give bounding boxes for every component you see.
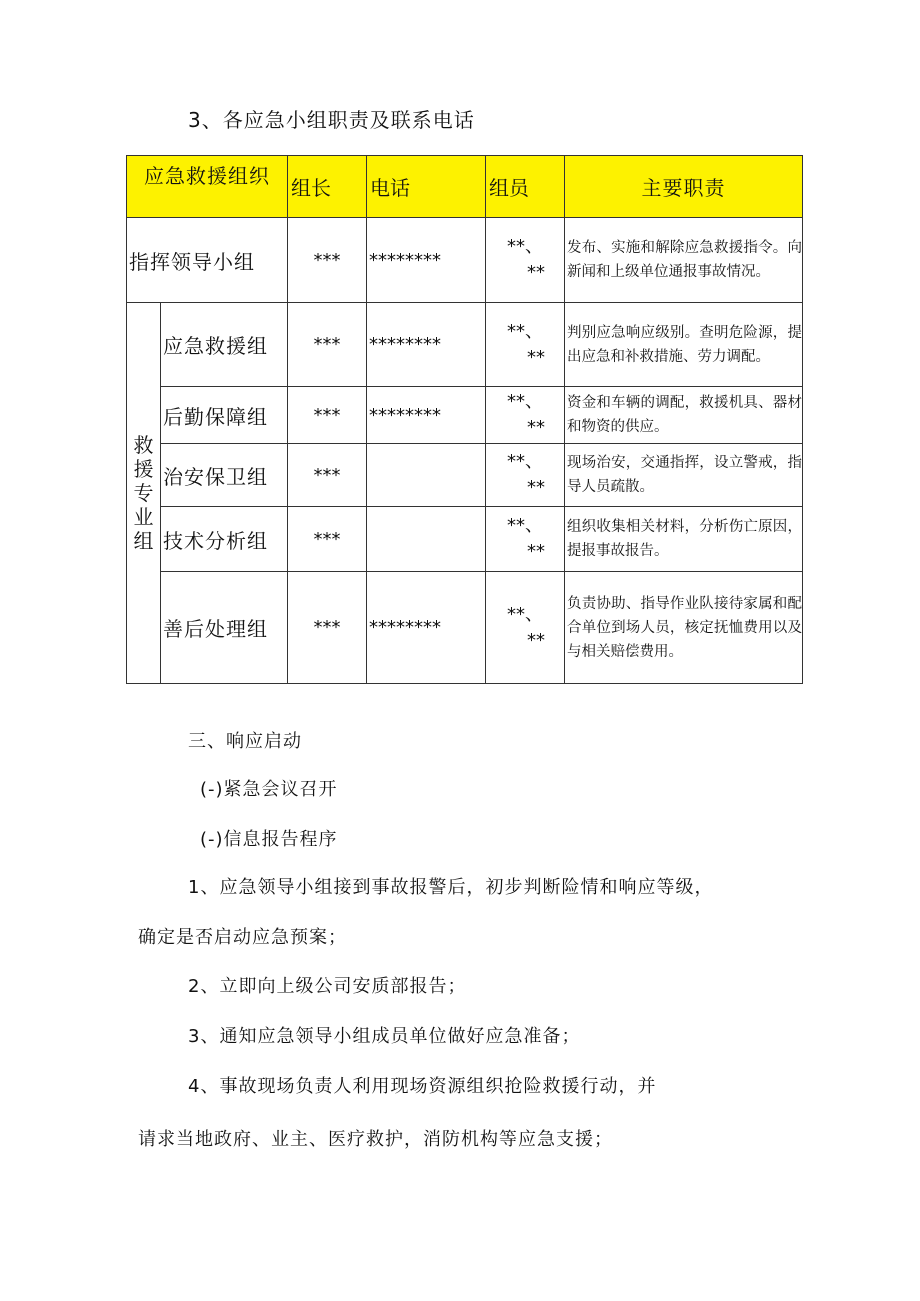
group-members — [486, 387, 565, 444]
group-name: 治安保卫组 — [161, 444, 288, 507]
side-label-char: 援 — [133, 457, 154, 481]
side-label-char: 专 — [133, 481, 154, 505]
group-members — [486, 218, 565, 303]
members-line2: ** — [527, 346, 545, 368]
table-row — [127, 303, 803, 387]
group-leader: *** — [288, 218, 367, 303]
group-members — [486, 572, 565, 684]
members-line1: **、 — [507, 451, 543, 472]
item-3: 3、通知应急领导小组成员单位做好应急准备； — [188, 1026, 581, 1047]
group-leader: *** — [288, 507, 367, 572]
table-row — [127, 218, 803, 303]
group-members — [486, 507, 565, 572]
group-phone: ******** — [367, 387, 486, 444]
group-duty: 发布、实施和解除应急救援指令。向新闻和上级单位通报事故情况。 — [565, 218, 803, 303]
members-line1: **、 — [507, 236, 543, 257]
group-phone — [367, 444, 486, 507]
header-duty: 主要职责 — [565, 156, 803, 218]
subsection-meeting: (-)紧急会议召开 — [200, 779, 338, 800]
group-duty: 组织收集相关材料，分析伤亡原因，提报事故报告。 — [565, 507, 803, 572]
group-phone: ******** — [367, 218, 486, 303]
header-leader: 组长 — [288, 156, 367, 218]
group-leader: *** — [288, 303, 367, 387]
table-row — [127, 572, 803, 684]
members-line2: ** — [527, 417, 545, 438]
header-phone: 电话 — [367, 156, 486, 218]
header-org: 应急救援组织 — [127, 156, 288, 218]
group-duty: 判别应急响应级别。查明危险源，提出应急和补救措施、劳力调配。 — [565, 303, 803, 387]
group-name: 应急救援组 — [161, 303, 288, 387]
side-label-cell — [127, 303, 161, 684]
item-2: 2、立即向上级公司安质部报告； — [188, 976, 467, 997]
subsection-reporting: (-)信息报告程序 — [200, 829, 338, 850]
group-leader: *** — [288, 572, 367, 684]
group-name: 技术分析组 — [161, 507, 288, 572]
side-label-char: 组 — [133, 529, 154, 553]
group-leader: *** — [288, 387, 367, 444]
group-members — [486, 303, 565, 387]
group-name: 善后处理组 — [161, 572, 288, 684]
table-row — [127, 444, 803, 507]
side-label-char: 救 — [133, 433, 154, 457]
item-1-line-2: 确定是否启动应急预案； — [138, 927, 347, 948]
duty-contact-table — [126, 155, 803, 684]
members-line2: ** — [527, 629, 545, 651]
group-duty: 现场治安，交通指挥，设立警戒，指导人员疏散。 — [565, 444, 803, 507]
response-title: 三、响应启动 — [188, 731, 302, 752]
header-members: 组员 — [486, 156, 565, 218]
item-1-line-1: 1、应急领导小组接到事故报警后，初步判断险情和响应等级， — [188, 877, 714, 898]
group-duty: 负责协助、指导作业队接待家属和配合单位到场人员，核定抚恤费用以及与相关赔偿费用。 — [565, 572, 803, 684]
side-label-char: 业 — [133, 505, 154, 529]
table-header-row — [127, 156, 803, 218]
members-line2: ** — [527, 262, 545, 283]
table-row — [127, 387, 803, 444]
members-line1: **、 — [507, 391, 543, 412]
group-duty: 资金和车辆的调配，救援机具、器材和物资的供应。 — [565, 387, 803, 444]
members-line1: **、 — [507, 515, 543, 536]
group-phone: ******** — [367, 303, 486, 387]
group-phone — [367, 507, 486, 572]
group-name: 指挥领导小组 — [127, 218, 288, 303]
group-phone: ******** — [367, 572, 486, 684]
members-line1: **、 — [507, 603, 543, 625]
members-line2: ** — [527, 477, 545, 498]
members-line1: **、 — [507, 320, 543, 342]
group-members — [486, 444, 565, 507]
section-heading: 3、各应急小组职责及联系电话 — [188, 108, 475, 132]
group-name: 后勤保障组 — [161, 387, 288, 444]
item-4-line-1: 4、事故现场负责人利用现场资源组织抢险救援行动，并 — [188, 1076, 657, 1097]
group-leader: *** — [288, 444, 367, 507]
item-4-line-2: 请求当地政府、业主、医疗救护，消防机构等应急支援； — [138, 1129, 613, 1150]
members-line2: ** — [527, 541, 545, 562]
table-row — [127, 507, 803, 572]
